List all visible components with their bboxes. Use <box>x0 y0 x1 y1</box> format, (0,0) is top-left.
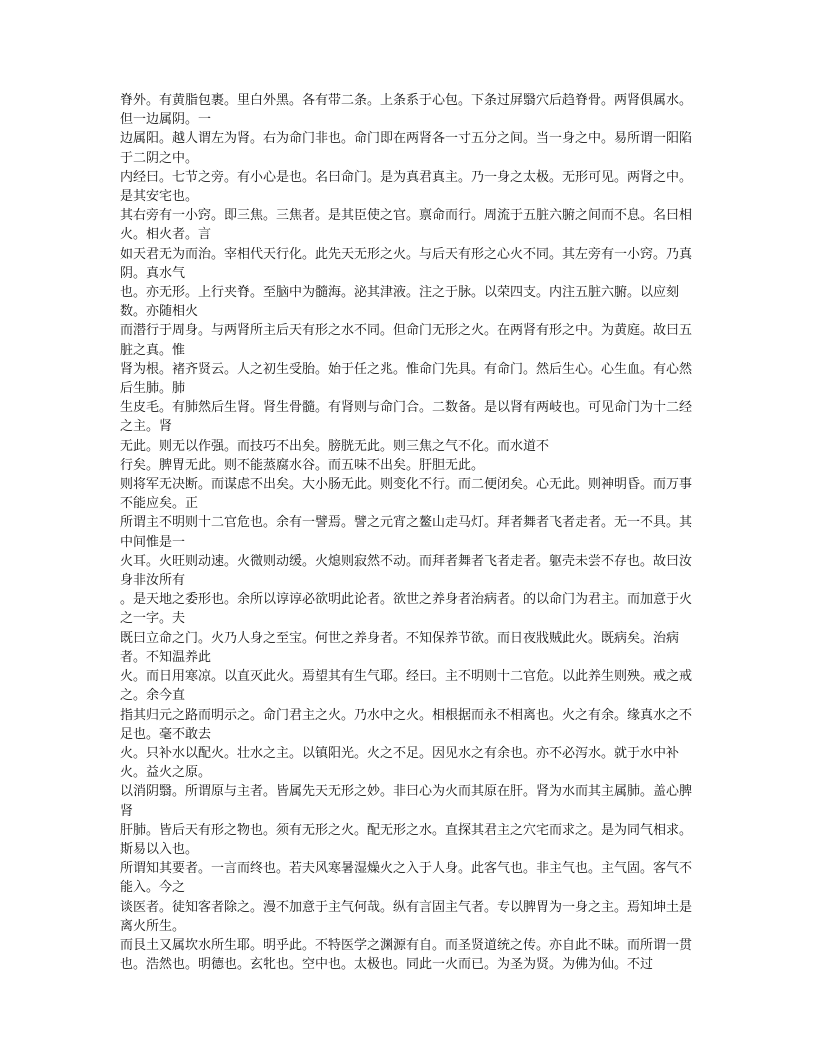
text-paragraph: 以消阴翳。所谓原与主者。皆属先天无形之妙。非曰心为火而其原在肝。肾为水而其主属肺。盖心脾肾 <box>120 784 693 819</box>
document-page <box>120 91 700 974</box>
text-paragraph: 而潜行于周身。与两肾所主后天有形之水不同。但命门无形之火。在两肾有形之中。为黄庭。故曰五脏之真。惟 <box>120 323 693 358</box>
text-paragraph: 行矣。脾胃无此。则不能蒸腐水谷。而五味不出矣。肝胆无此。 <box>120 457 485 473</box>
text-paragraph: 内经曰。七节之旁。有小心是也。名曰命门。是为真君真主。乃一身之太极。无形可见。两肾之中。是其安宅也。 <box>120 169 693 205</box>
text-paragraph: 既曰立命之门。火乃人身之至宝。何世之养身者。不知保养节欲。而日夜戕贼此火。既病矣。治病者。不知温养此 <box>120 630 680 665</box>
text-paragraph: 其右旁有一小窍。即三焦。三焦者。是其臣使之官。禀命而行。周流于五脏六腑之间而不息。名曰相火。相火者。言 <box>120 208 693 243</box>
text-paragraph: 则将军无决断。而谋虑不出矣。大小肠无此。则变化不行。而二便闭矣。心无此。则神明昏。而万事不能应矣。正 <box>120 477 693 512</box>
text-paragraph: 所谓主不明则十二官危也。余有一譬焉。譬之元宵之鳌山走马灯。拜者舞者飞者走者。无一不具。其中间惟是一 <box>120 515 693 550</box>
text-paragraph: 火。而日用寒凉。以直灭此火。焉望其有生气耶。经曰。主不明则十二官危。以此养生则殃。戒之戒之。余今直 <box>120 669 693 704</box>
text-paragraph: 。是天地之委形也。余所以谆谆必欲明此论者。欲世之养身者治病者。的以命门为君主。而加意于火之一字。夫 <box>120 592 693 627</box>
text-paragraph: 边属阳。越人谓左为肾。右为命门非也。命门即在两肾各一寸五分之间。当一身之中。易所谓一阳陷于二阴之中。 <box>120 131 693 166</box>
text-paragraph: 肾为根。褚齐贤云。人之初生受胎。始于任之兆。惟命门先具。有命门。然后生心。心生血。有心然后生肺。肺 <box>120 361 693 397</box>
text-paragraph: 而艮土又属坎水所生耶。明乎此。不特医学之渊源有自。而圣贤道统之传。亦自此不昧。而所谓一贯 <box>120 937 693 953</box>
text-paragraph: 指其归元之路而明示之。命门君主之火。乃水中之火。相根据而永不相离也。火之有余。缘真水之不足也。毫不敢去 <box>120 707 693 742</box>
text-paragraph: 火。只补水以配火。壮水之主。以镇阳光。火之不足。因见水之有余也。亦不必泻水。就于水中补火。益火之原。 <box>120 745 680 781</box>
text-paragraph: 谈医者。徒知客者除之。漫不加意于主气何哉。纵有言固主气者。专以脾胃为一身之主。焉知坤土是离火所生。 <box>120 899 693 934</box>
text-paragraph: 脊外。有黄脂包裹。里白外黑。各有带二条。上条系于心包。下条过屏翳穴后趋脊骨。两肾俱属水。但一边属阴。一 <box>120 93 693 128</box>
text-paragraph: 也。亦无形。上行夹脊。至脑中为髓海。泌其津液。注之于脉。以荣四支。内注五脏六腑。以应刻数。亦随相火 <box>120 285 680 320</box>
text-paragraph: 无此。则无以作强。而技巧不出矣。膀胱无此。则三焦之气不化。而水道不 <box>120 438 550 454</box>
text-paragraph: 也。浩然也。明德也。玄牝也。空中也。太极也。同此一火而已。为圣为贤。为佛为仙。不过 <box>120 957 654 973</box>
text-paragraph: 火耳。火旺则动速。火微则动缓。火熄则寂然不动。而拜者舞者飞者走者。躯壳未尝不存也。故曰汝身非汝所有 <box>120 553 693 589</box>
text-paragraph: 肝肺。皆后天有形之物也。须有无形之火。配无形之水。直探其君主之穴宅而求之。是为同气相求。斯易以入也。 <box>120 822 693 857</box>
text-paragraph: 生皮毛。有肺然后生肾。肾生骨髓。有肾则与命门合。二数备。是以肾有两岐也。可见命门为十二经之主。肾 <box>120 400 693 435</box>
text-paragraph: 如天君无为而治。宰相代天行化。此先天无形之火。与后天有形之心火不同。其左旁有一小窍。乃真阴。真水气 <box>120 246 693 281</box>
text-paragraph: 所谓知其要者。一言而终也。若夫风寒暑湿燥火之入于人身。此客气也。非主气也。主气固。客气不能入。今之 <box>120 861 693 896</box>
